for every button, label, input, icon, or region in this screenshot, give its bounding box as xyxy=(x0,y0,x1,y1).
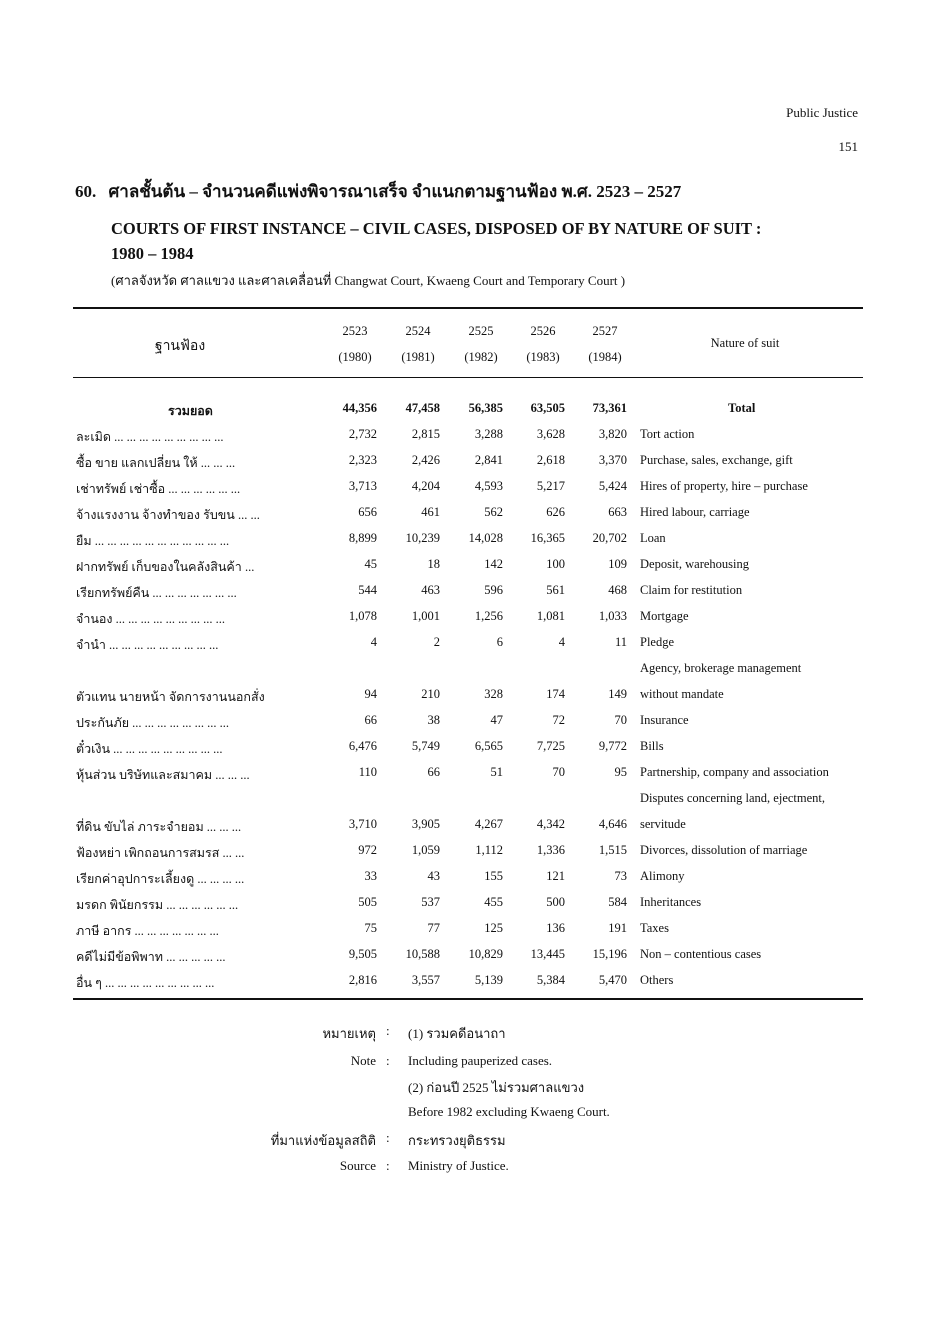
row-label-thai: ฟ้องหย่า เพิกถอนการสมรส ... ... xyxy=(76,846,245,860)
table-row xyxy=(73,843,873,869)
table-cell: 6,565 xyxy=(474,739,503,753)
year-be-header: 2523 xyxy=(342,324,368,338)
table-subtitle: (ศาลจังหวัด ศาลแขวง และศาลเคลื่อนที่ Changwat Court, Kwaeng Court and Temporary Court ) xyxy=(111,273,626,288)
table-cell: 500 xyxy=(546,895,565,909)
table-cell: 9,772 xyxy=(598,739,627,753)
header-nature-english: Nature of suit xyxy=(710,336,780,350)
table-cell: 468 xyxy=(608,583,627,597)
table-cell: 1,078 xyxy=(348,609,377,623)
table-cell: 3,820 xyxy=(598,427,627,441)
row-label-english: Claim for restitution xyxy=(640,583,743,597)
note-colon-1: : xyxy=(386,1023,390,1038)
table-cell: 544 xyxy=(358,583,377,597)
table-row xyxy=(73,453,873,479)
table-row xyxy=(73,557,873,583)
table-cell: 174 xyxy=(546,687,565,701)
row-label-english: Alimony xyxy=(640,869,685,883)
row-label-thai: ยืม ... ... ... ... ... ... ... ... ... ... ... xyxy=(76,534,230,548)
table-row xyxy=(73,947,873,973)
table-cell: 972 xyxy=(358,843,377,857)
year-ce-header: (1983) xyxy=(526,350,560,364)
row-label-english: Deposit, warehousing xyxy=(640,557,750,571)
table-row xyxy=(73,739,873,765)
table-title-thai xyxy=(75,178,681,205)
table-cell: 5,384 xyxy=(536,973,565,987)
table-row xyxy=(73,635,873,661)
table-cell: 6 xyxy=(496,635,503,649)
row-label-thai: ตั๋วเงิน ... ... ... ... ... ... ... ... ... xyxy=(76,742,223,756)
table-cell: 561 xyxy=(546,583,565,597)
year-ce-header: (1980) xyxy=(338,350,372,364)
table-cell: 109 xyxy=(608,557,627,571)
table-cell: 3,628 xyxy=(536,427,565,441)
table-row xyxy=(73,427,873,453)
table-row xyxy=(73,973,873,999)
table-cell: 75 xyxy=(364,921,377,935)
total-row xyxy=(73,401,873,427)
row-label-thai: ซื้อ ขาย แลกเปลี่ยน ให้ ... ... ... xyxy=(76,456,236,470)
table-cell: 18 xyxy=(427,557,440,571)
row-label-english: Divorces, dissolution of marriage xyxy=(640,843,808,857)
table-row xyxy=(73,583,873,609)
table-cell: 10,588 xyxy=(405,947,440,961)
table-cell: 70 xyxy=(552,765,565,779)
source-english: Ministry of Justice. xyxy=(408,1158,509,1173)
year-ce-header: (1982) xyxy=(464,350,498,364)
table-cell: 596 xyxy=(484,583,503,597)
table-row xyxy=(73,921,873,947)
year-be-header: 2527 xyxy=(592,324,618,338)
row-label-thai: ตัวแทน นายหน้า จัดการงานนอกสั่ง xyxy=(76,690,265,704)
table-cell: 51 xyxy=(490,765,503,779)
note2-thai: (2) ก่อนปี 2525 ไม่รวมศาลแขวง xyxy=(408,1080,585,1095)
header-nature-thai: ฐานฟ้อง xyxy=(154,339,206,354)
table-cell: 3,905 xyxy=(411,817,440,831)
table-cell: 3,713 xyxy=(348,479,377,493)
table-cell: 4,204 xyxy=(411,479,440,493)
table-cell: 455 xyxy=(484,895,503,909)
table-cell: 1,336 xyxy=(536,843,565,857)
table-cell: 3,288 xyxy=(474,427,503,441)
row-label-thai: จำนำ ... ... ... ... ... ... ... ... ... xyxy=(76,638,219,652)
table-cell: 8,899 xyxy=(348,531,377,545)
table-cell: 3,370 xyxy=(598,453,627,467)
table-cell: 1,001 xyxy=(411,609,440,623)
table-cell: 95 xyxy=(614,765,627,779)
table-row xyxy=(73,817,873,843)
table-cell: 43 xyxy=(427,869,440,883)
year-be-header: 2525 xyxy=(468,324,494,338)
table-cell: 33 xyxy=(364,869,377,883)
table-row xyxy=(73,609,873,635)
source-label-thai: ที่มาแห่งข้อมูลสถิติ xyxy=(270,1133,376,1148)
row-label-english: Tort action xyxy=(640,427,695,441)
table-row xyxy=(73,531,873,557)
table-cell: 2,816 xyxy=(348,973,377,987)
table-cell: 66 xyxy=(364,713,377,727)
year-ce-header: (1984) xyxy=(588,350,622,364)
row-label-english: Pledge xyxy=(640,635,675,649)
table-cell: 100 xyxy=(546,557,565,571)
table-cell: 1,033 xyxy=(598,609,627,623)
table-number: 60. xyxy=(75,182,97,201)
table-cell: 656 xyxy=(358,505,377,519)
table-row xyxy=(73,479,873,505)
table-cell: 2,841 xyxy=(474,453,503,467)
row-label-english: Hires of property, hire – purchase xyxy=(640,479,808,493)
row-label-english-continued: Disputes concerning land, ejectment, xyxy=(640,791,826,805)
table-cell: 463 xyxy=(421,583,440,597)
table-cell: 461 xyxy=(421,505,440,519)
table-cell: 13,445 xyxy=(530,947,565,961)
table-cell: 2,323 xyxy=(348,453,377,467)
table-top-rule xyxy=(73,307,863,309)
table-cell: 155 xyxy=(484,869,503,883)
source-thai: กระทรวงยุติธรรม xyxy=(408,1133,506,1148)
table-cell: 537 xyxy=(421,895,440,909)
row-label-thai: ภาษี อากร ... ... ... ... ... ... ... xyxy=(76,924,219,938)
note2-english: Before 1982 excluding Kwaeng Court. xyxy=(408,1104,610,1119)
table-cell: 1,112 xyxy=(475,843,503,857)
title-english-line1: COURTS OF FIRST INSTANCE – CIVIL CASES, DISPOSED OF BY NATURE OF SUIT : xyxy=(111,219,762,238)
note-label-thai: หมายเหตุ xyxy=(322,1026,376,1041)
row-label-english: Total xyxy=(728,401,756,415)
table-row xyxy=(73,765,873,791)
row-label-thai: รวมยอด xyxy=(168,404,213,418)
table-cell: 136 xyxy=(546,921,565,935)
row-label-english: Partnership, company and association xyxy=(640,765,829,779)
table-cell: 5,139 xyxy=(474,973,503,987)
table-cell: 47,458 xyxy=(405,401,440,415)
table-cell: 3,710 xyxy=(348,817,377,831)
table-cell: 328 xyxy=(484,687,503,701)
table-cell: 45 xyxy=(364,557,377,571)
table-cell: 5,424 xyxy=(598,479,627,493)
table-cell: 125 xyxy=(484,921,503,935)
table-cell: 15,196 xyxy=(592,947,627,961)
table-cell: 20,702 xyxy=(592,531,627,545)
table-cell: 73,361 xyxy=(592,401,627,415)
table-row xyxy=(73,869,873,895)
row-label-thai: เรียกทรัพย์คืน ... ... ... ... ... ... ... xyxy=(76,586,237,600)
table-cell: 663 xyxy=(608,505,627,519)
title-thai-text: ศาลชั้นต้น – จำนวนคดีแพ่งพิจารณาเสร็จ จำแนกตามฐานฟ้อง พ.ศ. 2523 – 2527 xyxy=(108,182,682,201)
table-row xyxy=(73,505,873,531)
table-cell: 5,217 xyxy=(536,479,565,493)
row-label-english: Hired labour, carriage xyxy=(640,505,750,519)
table-cell: 626 xyxy=(546,505,565,519)
table-cell: 38 xyxy=(427,713,440,727)
table-cell: 4,267 xyxy=(474,817,503,831)
table-cell: 4,342 xyxy=(536,817,565,831)
table-cell: 5,470 xyxy=(598,973,627,987)
note1-thai: (1) รวมคดีอนาถา xyxy=(408,1026,506,1041)
row-label-english: servitude xyxy=(640,817,686,831)
table-cell: 191 xyxy=(608,921,627,935)
row-label-english: Inheritances xyxy=(640,895,702,909)
table-cell: 2,426 xyxy=(411,453,440,467)
table-cell: 2 xyxy=(433,635,440,649)
table-cell: 14,028 xyxy=(468,531,503,545)
table-cell: 505 xyxy=(358,895,377,909)
table-cell: 4,646 xyxy=(598,817,627,831)
year-be-header: 2526 xyxy=(530,324,556,338)
row-label-thai: ประกันภัย ... ... ... ... ... ... ... ... xyxy=(76,716,230,730)
note-colon-2: : xyxy=(386,1053,390,1068)
row-label-english: Loan xyxy=(640,531,666,545)
source-colon-1: : xyxy=(386,1130,390,1145)
table-cell: 56,385 xyxy=(468,401,503,415)
row-label-english: Insurance xyxy=(640,713,689,727)
table-row xyxy=(73,713,873,739)
row-label-thai: อื่น ๆ ... ... ... ... ... ... ... ... ... xyxy=(76,976,215,990)
year-be-header: 2524 xyxy=(405,324,431,338)
table-cell: 584 xyxy=(608,895,627,909)
table-cell: 110 xyxy=(358,765,377,779)
row-label-english: Taxes xyxy=(640,921,669,935)
table-cell: 1,515 xyxy=(598,843,627,857)
table-row xyxy=(73,687,873,713)
table-cell: 9,505 xyxy=(348,947,377,961)
title-english-line2: 1980 – 1984 xyxy=(111,244,194,263)
table-cell: 10,829 xyxy=(468,947,503,961)
table-cell: 1,081 xyxy=(536,609,565,623)
table-cell: 3,557 xyxy=(411,973,440,987)
row-label-english-continued: Agency, brokerage management xyxy=(640,661,802,675)
table-cell: 2,732 xyxy=(348,427,377,441)
table-cell: 4 xyxy=(558,635,565,649)
table-row xyxy=(73,895,873,921)
row-label-thai: หุ้นส่วน บริษัทและสมาคม ... ... ... xyxy=(76,768,250,782)
table-cell: 47 xyxy=(490,713,503,727)
section-header: Public Justice xyxy=(786,105,858,120)
table-cell: 94 xyxy=(364,687,377,701)
table-cell: 1,256 xyxy=(474,609,503,623)
table-cell: 73 xyxy=(614,869,627,883)
table-title-english xyxy=(111,216,871,266)
table-cell: 7,725 xyxy=(536,739,565,753)
row-label-thai: เช่าทรัพย์ เช่าซื้อ ... ... ... ... ... ... xyxy=(76,482,241,496)
source-colon-2: : xyxy=(386,1158,390,1173)
row-label-thai: ที่ดิน ขับไล่ ภาระจำยอม ... ... ... xyxy=(76,820,242,834)
table-cell: 121 xyxy=(546,869,565,883)
row-label-english: Mortgage xyxy=(640,609,689,623)
table-cell: 142 xyxy=(484,557,503,571)
table-cell: 4,593 xyxy=(474,479,503,493)
table-cell: 11 xyxy=(614,635,627,649)
page-number: 151 xyxy=(838,139,858,154)
table-cell: 2,618 xyxy=(536,453,565,467)
table-cell: 1,059 xyxy=(411,843,440,857)
row-label-english: Non – contentious cases xyxy=(640,947,762,961)
row-label-english: Bills xyxy=(640,739,664,753)
note-label-english: Note xyxy=(350,1053,376,1068)
row-label-thai: จำนอง ... ... ... ... ... ... ... ... ... xyxy=(76,612,225,626)
row-label-thai: มรดก พินัยกรรม ... ... ... ... ... ... xyxy=(76,898,239,912)
year-ce-header: (1981) xyxy=(401,350,435,364)
table-cell: 2,815 xyxy=(411,427,440,441)
table-cell: 44,356 xyxy=(342,401,377,415)
table-cell: 5,749 xyxy=(411,739,440,753)
row-label-english: Purchase, sales, exchange, gift xyxy=(640,453,793,467)
table-cell: 16,365 xyxy=(530,531,565,545)
table-cell: 70 xyxy=(614,713,627,727)
row-label-thai: เรียกค่าอุปการะเลี้ยงดู ... ... ... ... xyxy=(76,872,245,886)
row-label-thai: ละเมิด ... ... ... ... ... ... ... ... ... xyxy=(76,430,224,444)
table-cell: 66 xyxy=(427,765,440,779)
row-label-thai: จ้างแรงงาน จ้างทำของ รับขน ... ... xyxy=(76,508,260,522)
row-label-thai: ฝากทรัพย์ เก็บของในคลังสินค้า ... xyxy=(76,560,255,574)
table-cell: 4 xyxy=(370,635,377,649)
table-cell: 77 xyxy=(427,921,440,935)
note1-english: Including pauperized cases. xyxy=(408,1053,553,1068)
source-label-english: Source xyxy=(339,1158,376,1173)
table-cell: 63,505 xyxy=(530,401,565,415)
table-cell: 210 xyxy=(421,687,440,701)
row-label-english: without mandate xyxy=(640,687,724,701)
table-cell: 72 xyxy=(552,713,565,727)
row-label-thai: คดีไม่มีข้อพิพาท ... ... ... ... ... xyxy=(76,950,226,964)
table-cell: 6,476 xyxy=(348,739,377,753)
table-cell: 562 xyxy=(484,505,503,519)
table-header-rule xyxy=(73,377,863,378)
row-label-english: Others xyxy=(640,973,674,987)
table-cell: 10,239 xyxy=(405,531,440,545)
table-cell: 149 xyxy=(608,687,627,701)
